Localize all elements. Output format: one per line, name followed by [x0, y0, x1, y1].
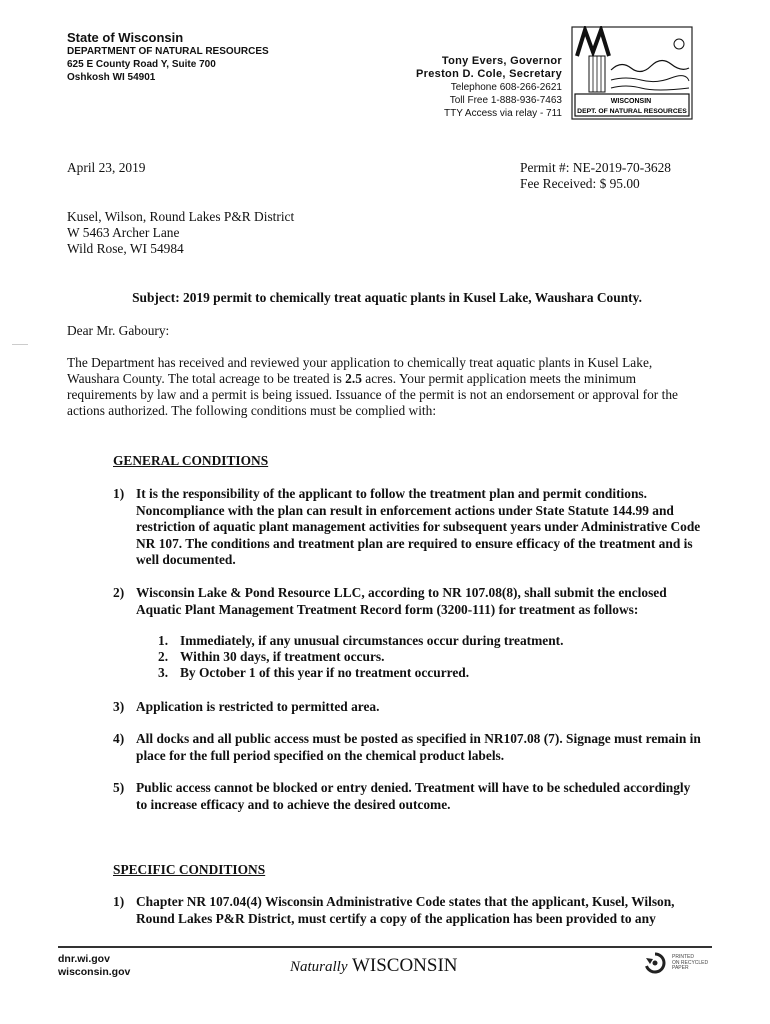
permit-info	[520, 160, 671, 192]
footer-websites	[58, 953, 130, 979]
department-name: DEPARTMENT OF NATURAL RESOURCES	[67, 46, 269, 57]
state-name: State of Wisconsin	[67, 30, 184, 45]
logo-line-2: DEPT. OF NATURAL RESOURCES	[577, 108, 687, 115]
salutation: Dear Mr. Gaboury:	[67, 323, 170, 338]
recycled-line-3: PAPER	[672, 965, 689, 971]
specific-conditions-heading: SPECIFIC CONDITIONS	[113, 862, 266, 877]
officials-block	[416, 55, 562, 120]
condition-text: Public access cannot be blocked or entry denied. Treatment will have to be scheduled accordingly to increase efficacy and to achieve the desired outcome.	[136, 780, 691, 812]
footer-tagline	[290, 955, 458, 977]
specific-condition-1	[113, 894, 703, 927]
recycled-paper-text	[672, 955, 708, 972]
secretary-name: Preston D. Cole, Secretary	[416, 68, 562, 80]
sub-number: 1.	[158, 633, 169, 648]
sub-text: By October 1 of this year if no treatment occurred.	[180, 665, 470, 680]
general-condition-5	[113, 780, 703, 813]
permit-number: Permit #: NE-2019-70-3628	[520, 160, 671, 175]
tty-access: TTY Access via relay - 711	[443, 108, 562, 119]
condition-text: Wisconsin Lake & Pond Resource LLC, according to NR 107.08(8), shall submit the enclosed Aquatic Plant Management Treatment Record form (3200-111) for treatment as follows:	[136, 585, 667, 617]
condition-number: 1)	[113, 486, 125, 501]
condition-text: Chapter NR 107.04(4) Wisconsin Administrative Code states that the applicant, Kusel, Wilson, Round Lakes P&R District, must certify a copy of the application has been provided to any	[136, 894, 675, 926]
city-address: Oshkosh WI 54901	[67, 72, 156, 83]
condition-text: It is the responsibility of the applicant to follow the treatment plan and permit conditions. Noncompliance with the plan can result in enforcement actions under State Statute 144.99 and restriction of aquatic plant management activities for subsequent years under Administrative Code NR 107. The conditions and treatment plan are required to ensure efficacy of the treatment and is well documented.	[136, 486, 701, 567]
intro-text-2: acres. Your permit application meets the minimum requirements by law and a permit is being issued. Issuance of the permit is not an endorsement or approval for the actions authorized. The following conditions must be complied with:	[67, 371, 678, 418]
wdnr-logo	[571, 26, 693, 120]
intro-paragraph	[67, 355, 707, 419]
tagline-naturally: Naturally	[290, 959, 348, 975]
margin-mark	[12, 344, 28, 345]
general-condition-2	[113, 585, 703, 618]
website-wisconsin: wisconsin.gov	[58, 966, 131, 978]
submission-item-2	[158, 649, 384, 666]
letter-date: April 23, 2019	[67, 160, 146, 175]
telephone: Telephone 608-266-2621	[450, 82, 562, 93]
governor-name: Tony Evers, Governor	[441, 55, 562, 67]
condition-number: 3)	[113, 699, 125, 714]
recipient-address	[67, 209, 294, 257]
acreage-value: 2.5	[345, 371, 362, 386]
toll-free: Toll Free 1-888-936-7463	[449, 95, 562, 106]
street-address: 625 E County Road Y, Suite 700	[67, 59, 216, 70]
recycled-line-2: ON RECYCLED	[672, 959, 709, 966]
submission-item-3	[158, 665, 469, 682]
tagline-wisconsin: WISCONSIN	[351, 955, 458, 976]
sub-text: Immediately, if any unusual circumstances occur during treatment.	[180, 633, 564, 648]
sub-text: Within 30 days, if treatment occurs.	[180, 649, 385, 664]
recycled-line-1: PRINTED	[672, 954, 694, 960]
sub-number: 2.	[158, 649, 169, 664]
sub-number: 3.	[158, 665, 169, 680]
fee-received: Fee Received: $ 95.00	[520, 176, 640, 191]
condition-number: 5)	[113, 780, 125, 795]
submission-item-1	[158, 633, 563, 650]
general-condition-1	[113, 486, 703, 569]
website-dnr: dnr.wi.gov	[58, 953, 110, 965]
general-condition-3	[113, 699, 703, 716]
general-condition-4	[113, 731, 703, 764]
condition-text: Application is restricted to permitted area.	[136, 699, 380, 714]
recipient-street: W 5463 Archer Lane	[67, 225, 180, 240]
intro-text-1: The Department has received and reviewed your application to chemically treat aquatic plants in Kusel Lake, Waushara County. The total acreage to be treated is	[67, 355, 653, 386]
condition-number: 1)	[113, 894, 125, 909]
condition-number: 4)	[113, 731, 125, 746]
condition-number: 2)	[113, 585, 125, 600]
footer-rule	[58, 946, 712, 948]
subject-line: Subject: 2019 permit to chemically treat aquatic plants in Kusel Lake, Waushara County.	[132, 290, 642, 305]
recipient-city: Wild Rose, WI 54984	[67, 241, 184, 256]
recycled-paper-icon	[644, 952, 666, 974]
logo-line-1: WISCONSIN	[610, 98, 652, 105]
general-conditions-heading: GENERAL CONDITIONS	[113, 453, 269, 468]
recipient-name: Kusel, Wilson, Round Lakes P&R District	[67, 209, 295, 224]
agency-block	[67, 30, 269, 84]
condition-text: All docks and all public access must be posted as specified in NR107.08 (7). Signage must remain in place for the full period specified on the chemical product labels.	[136, 731, 701, 763]
